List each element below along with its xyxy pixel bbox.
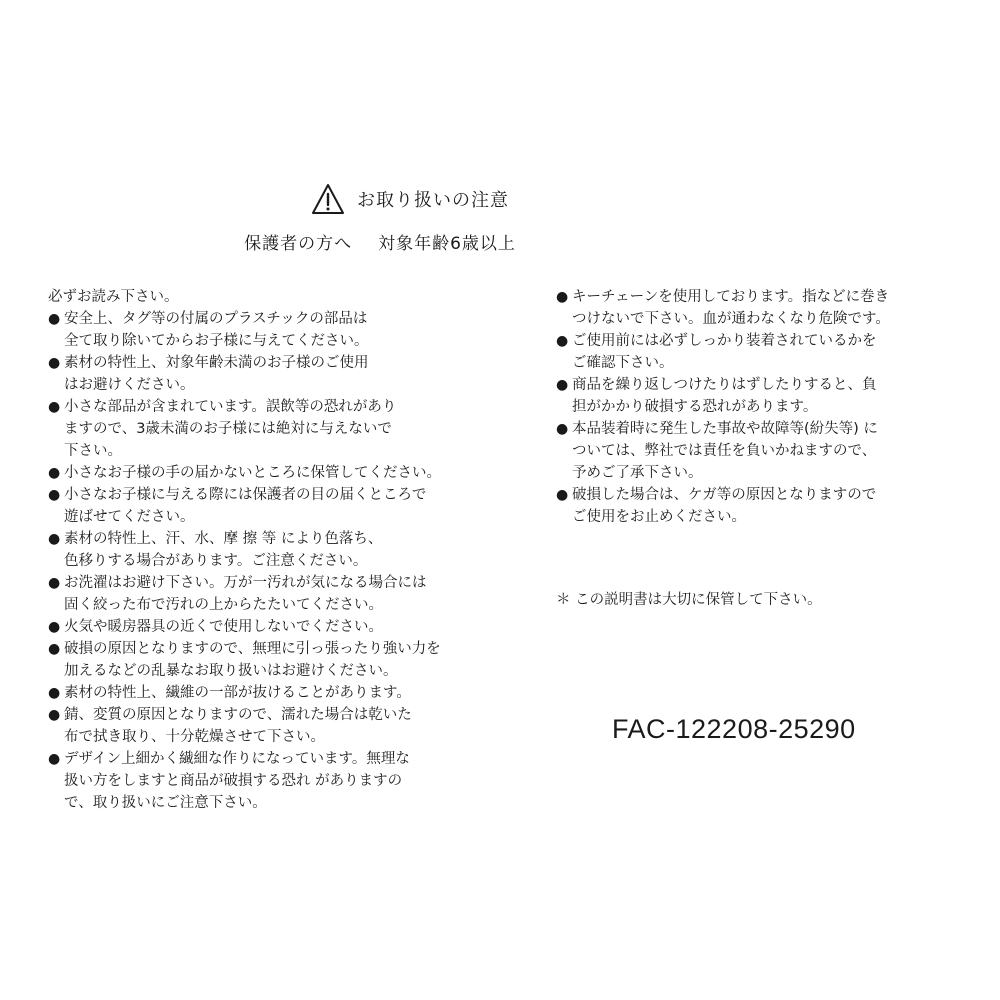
list-item-line: お洗濯はお避け下さい。万が一汚れが気になる場合には — [64, 575, 427, 591]
list-item-line: つけないで下さい。血が通わなくなり危険です。 — [572, 311, 890, 327]
left-column — [48, 286, 468, 814]
list-item-line: ご使用前には必ずしっかり装着されているかを — [572, 333, 877, 349]
bullet-icon: ● — [48, 355, 61, 371]
list-item-line: 素材の特性上、汗、水、摩 擦 等 により色落ち、 — [64, 531, 383, 547]
bullet-icon: ● — [556, 377, 569, 393]
bullet-icon: ● — [48, 399, 61, 415]
bullet-icon: ● — [48, 685, 61, 701]
list-item — [556, 374, 946, 418]
list-item-line: デザイン上細かく繊細な作りになっています。無理な — [64, 751, 410, 767]
list-item-line: 小さな部品が含まれています。誤飲等の恐れがあり — [64, 399, 397, 415]
bullet-icon: ● — [48, 465, 61, 481]
list-item-line: 本品装着時に発生した事故や故障等(紛失等) に — [572, 421, 878, 437]
list-item — [556, 330, 946, 374]
list-item-line: 破損の原因となりますので、無理に引っ張ったり強い力を — [64, 641, 441, 657]
bullet-icon: ● — [48, 641, 61, 657]
list-item-line: 素材の特性上、対象年齢未満のお子様のご使用 — [64, 355, 369, 371]
list-item — [48, 704, 468, 748]
bullet-icon: ● — [48, 531, 61, 547]
list-item-line: 安全上、タグ等の付属のプラスチックの部品は — [64, 311, 368, 327]
list-item-line: 小さなお子様の手の届かないところに保管してください。 — [64, 465, 441, 481]
product-code: FAC-122208-25290 — [612, 714, 856, 744]
right-column — [556, 286, 946, 528]
subtitle-audience: 保護者の方へ — [244, 234, 353, 254]
list-item — [556, 418, 946, 484]
bullet-icon: ● — [556, 289, 569, 305]
list-item-line: 下さい。 — [64, 443, 122, 459]
warning-triangle-icon — [311, 183, 345, 215]
bullet-icon: ● — [556, 421, 569, 437]
list-item-line: ご確認下さい。 — [572, 355, 674, 371]
list-item-line: 火気や暖房器具の近くで使用しないでください。 — [64, 619, 383, 635]
bullet-icon: ● — [48, 311, 61, 327]
bullet-icon: ● — [48, 751, 61, 767]
list-item-line: 全て取り除いてからお子様に与えてください。 — [64, 333, 369, 349]
list-item — [556, 484, 946, 528]
bullet-icon: ● — [556, 333, 569, 349]
subtitle — [0, 229, 1000, 254]
list-item-line: 破損した場合は、ケガ等の原因となりますので — [572, 487, 877, 503]
list-item-line: 扱い方をしますと商品が破損する恐れ がありますの — [64, 773, 403, 789]
storage-note: ＊ この説明書は大切に保管して下さい。 — [556, 592, 822, 608]
list-item-line: 小さなお子様に与える際には保護者の目の届くところで — [64, 487, 427, 503]
list-item-line: 錆、変質の原因となりますので、濡れた場合は乾いた — [64, 707, 412, 723]
list-item-line: 布で拭き取り、十分乾燥させて下さい。 — [64, 729, 325, 745]
list-item-line: ついては、弊社では責任を負いかねますので、 — [572, 443, 877, 459]
list-item — [48, 308, 468, 352]
list-item-line: 担がかかり破損する恐れがあります。 — [572, 399, 818, 415]
header — [0, 183, 1000, 254]
list-item-line: 素材の特性上、繊維の一部が抜けることがあります。 — [64, 685, 411, 701]
list-item-line: 加えるなどの乱暴なお取り扱いはお避けください。 — [64, 663, 398, 679]
list-item — [48, 484, 468, 528]
list-item-line: はお避けください。 — [64, 377, 195, 393]
list-item — [48, 638, 468, 682]
list-item — [48, 396, 468, 462]
list-item-line: ご使用をお止めください。 — [572, 509, 746, 525]
bullet-icon: ● — [48, 575, 61, 591]
list-item — [48, 528, 468, 572]
left-item-list — [48, 308, 468, 814]
title-row — [311, 183, 509, 215]
intro-text: 必ずお読み下さい。 — [48, 289, 179, 305]
list-item — [48, 748, 468, 814]
list-item-line: 固く絞った布で汚れの上からたたいてください。 — [64, 597, 383, 613]
list-item — [48, 616, 468, 638]
bullet-icon: ● — [48, 619, 61, 635]
list-item-line: 予めご了承下さい。 — [572, 465, 703, 481]
list-item-line: で、取り扱いにご注意下さい。 — [64, 795, 267, 811]
list-item — [48, 352, 468, 396]
list-item — [48, 682, 468, 704]
subtitle-age: 対象年齢6歳以上 — [378, 234, 516, 254]
bullet-icon: ● — [556, 487, 569, 503]
list-item-line: 商品を繰り返しつけたりはずしたりすると、負 — [572, 377, 877, 393]
list-item — [556, 286, 946, 330]
list-item-line: キーチェーンを使用しております。指などに巻き — [572, 289, 890, 305]
bullet-icon: ● — [48, 487, 61, 503]
list-item-line: 遊ばせてください。 — [64, 509, 195, 525]
bullet-icon: ● — [48, 707, 61, 723]
list-item-line: ますので、3歳未満のお子様には絶対に与えないで — [64, 421, 392, 437]
page-title: お取り扱いの注意 — [357, 190, 509, 211]
right-item-list — [556, 286, 946, 528]
list-item — [48, 462, 468, 484]
list-item-line: 色移りする場合があります。ご注意ください。 — [64, 553, 368, 569]
list-item — [48, 572, 468, 616]
